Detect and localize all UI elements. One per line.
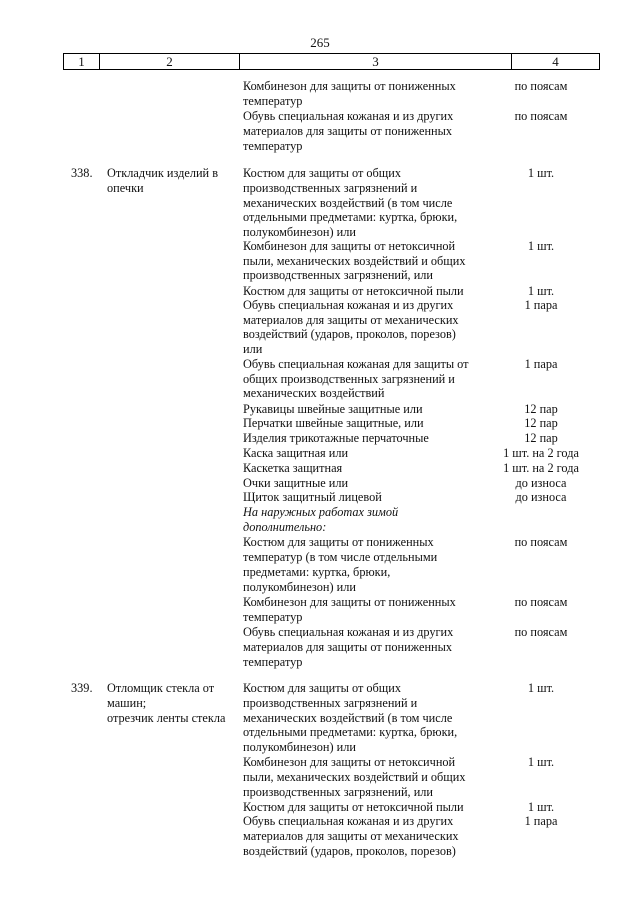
quantity-text: 12 пар xyxy=(524,431,558,445)
ppe-item-text: температур xyxy=(243,94,303,108)
ppe-item-text: Костюм для защиты от пониженных xyxy=(243,535,434,549)
quantity-text: 1 шт. на 2 года xyxy=(503,461,579,475)
quantity-text: 12 пар xyxy=(524,402,558,416)
quantity-text: 1 шт. на 2 года xyxy=(503,446,579,460)
header-col-2: 2 xyxy=(100,54,240,69)
ppe-item-text: воздействий (ударов, проколов, порезов) xyxy=(243,327,456,341)
ppe-item-text: Комбинезон для защиты от пониженных xyxy=(243,79,456,93)
ppe-item-text: Очки защитные или xyxy=(243,476,349,490)
ppe-item-text: Перчатки швейные защитные, или xyxy=(243,416,424,430)
ppe-item-text: механических воздействий (в том числе xyxy=(243,196,453,210)
ppe-item-text: Обувь специальная кожаная и из других xyxy=(243,109,454,123)
page-number: 265 xyxy=(310,35,330,50)
ppe-item-text: На наружных работах зимой xyxy=(243,505,399,519)
quantity-text: 1 пара xyxy=(524,298,558,312)
ppe-item-text: отдельными предметами: куртка, брюки, xyxy=(243,725,458,739)
quantity-text: по поясам xyxy=(514,535,568,549)
ppe-item-text: Комбинезон для защиты от нетоксичной xyxy=(243,239,456,253)
ppe-item-text: Костюм для защиты от общих xyxy=(243,681,401,695)
ppe-item-text: производственных загрязнений и xyxy=(243,696,418,710)
header-col-4: 4 xyxy=(552,54,559,69)
ppe-item-text: Обувь специальная кожаная и из других xyxy=(243,298,454,312)
ppe-item-text: Обувь специальная кожаная и из других xyxy=(243,814,454,828)
quantity-text: 1 шт. xyxy=(527,239,555,253)
ppe-item-text: Обувь специальная кожаная для защиты от xyxy=(243,357,469,371)
ppe-item-text: материалов для защиты от пониженных xyxy=(243,640,453,654)
ppe-item-text: температур (в том числе отдельными xyxy=(243,550,438,564)
header-col-3: 3 xyxy=(240,54,512,69)
quantity-text: по поясам xyxy=(514,79,568,93)
ppe-item-text: Рукавицы швейные защитные или xyxy=(243,402,423,416)
quantity-text: 1 шт. xyxy=(527,284,555,298)
ppe-item-text: Обувь специальная кожаная и из других xyxy=(243,625,454,639)
ppe-item-text: Костюм для защиты от нетоксичной пыли xyxy=(243,284,464,298)
ppe-item-text: производственных загрязнений, или xyxy=(243,268,434,282)
ppe-item-text: производственных загрязнений, или xyxy=(243,785,434,799)
ppe-item-text: дополнительно: xyxy=(243,520,327,534)
ppe-item-text: Каска защитная или xyxy=(243,446,349,460)
quantity-text: 1 шт. xyxy=(527,800,555,814)
ppe-item-text: предметами: куртка, брюки, xyxy=(243,565,391,579)
ppe-item-text: материалов для защиты от пониженных xyxy=(243,124,453,138)
profession-text: Отломщик стекла от xyxy=(107,681,215,695)
profession-text: опечки xyxy=(107,181,144,195)
header-col-1: 1 xyxy=(64,54,100,69)
ppe-item-text: Комбинезон для защиты от пониженных xyxy=(243,595,456,609)
ppe-item-text: Комбинезон для защиты от нетоксичной xyxy=(243,755,456,769)
table-header xyxy=(63,53,600,70)
ppe-item-text: Щиток защитный лицевой xyxy=(243,490,382,504)
quantity-text: 1 шт. xyxy=(527,755,555,769)
row-number: 339. xyxy=(71,681,93,695)
ppe-item-text: воздействий (ударов, проколов, порезов) xyxy=(243,844,456,858)
ppe-item-text: производственных загрязнений и xyxy=(243,181,418,195)
quantity-text: 1 шт. xyxy=(527,166,555,180)
quantity-text: по поясам xyxy=(514,625,568,639)
ppe-item-text: Костюм для защиты от общих xyxy=(243,166,401,180)
profession-text: машин; xyxy=(107,696,147,710)
quantity-text: 1 шт. xyxy=(527,681,555,695)
ppe-item-text: Изделия трикотажные перчаточные xyxy=(243,431,429,445)
ppe-item-text: или xyxy=(243,342,263,356)
ppe-item-text: материалов для защиты от механических xyxy=(243,829,459,843)
profession-text: Откладчик изделий в xyxy=(107,166,219,180)
ppe-item-text: полукомбинезон) или xyxy=(243,740,356,754)
ppe-item-text: полукомбинезон) или xyxy=(243,580,356,594)
ppe-item-text: механических воздействий (в том числе xyxy=(243,711,453,725)
ppe-item-text: материалов для защиты от механических xyxy=(243,313,459,327)
ppe-item-text: пыли, механических воздействий и общих xyxy=(243,254,466,268)
ppe-item-text: пыли, механических воздействий и общих xyxy=(243,770,466,784)
quantity-text: до износа xyxy=(515,490,567,504)
ppe-item-text: отдельными предметами: куртка, брюки, xyxy=(243,210,458,224)
quantity-text: до износа xyxy=(515,476,567,490)
ppe-item-text: механических воздействий xyxy=(243,386,385,400)
quantity-text: по поясам xyxy=(514,109,568,123)
ppe-item-text: Костюм для защиты от нетоксичной пыли xyxy=(243,800,464,814)
quantity-text: 1 пара xyxy=(524,357,558,371)
ppe-item-text: температур xyxy=(243,610,303,624)
row-number: 338. xyxy=(71,166,93,180)
quantity-text: 1 пара xyxy=(524,814,558,828)
ppe-item-text: полукомбинезон) или xyxy=(243,225,356,239)
quantity-text: по поясам xyxy=(514,595,568,609)
ppe-item-text: температур xyxy=(243,139,303,153)
ppe-item-text: Каскетка защитная xyxy=(243,461,343,475)
profession-text: отрезчик ленты стекла xyxy=(107,711,226,725)
ppe-item-text: температур xyxy=(243,655,303,669)
ppe-item-text: общих производственных загрязнений и xyxy=(243,372,455,386)
quantity-text: 12 пар xyxy=(524,416,558,430)
